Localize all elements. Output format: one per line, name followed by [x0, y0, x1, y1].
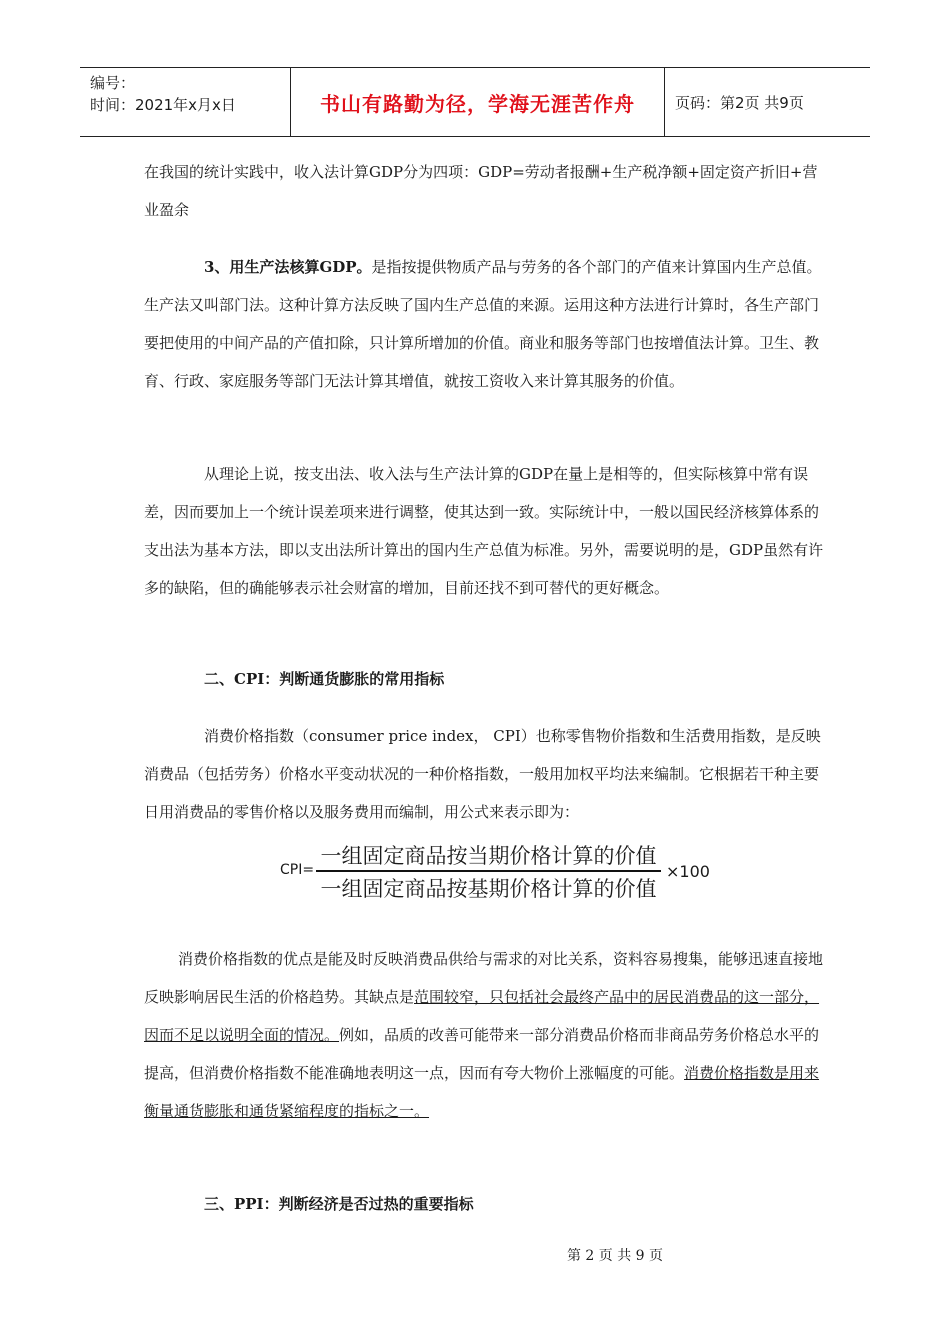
formula-multiplier: ×100: [666, 862, 710, 881]
page-info: 页码：第2页 共9页: [675, 93, 804, 112]
paragraph-cpi-pros-cons: [144, 940, 824, 1130]
date-line: 时间：2021年x月x日: [90, 96, 236, 114]
header-left-cell: [80, 68, 290, 136]
paragraph-income-method: 在我国的统计实践中，收入法计算GDP分为四项：GDP=劳动者报酬+生产税净额+固定资产折旧+营业盈余: [144, 163, 818, 219]
production-method-text: 是指按提供物质产品与劳务的各个部门的产值来计算国内生产总值。生产法又叫部门法。这种计算方法反映了国内生产总值的来源。运用这种方法进行计算时，各生产部门要把使用的中间产品的产值扣除，只计算所增加的价值。商业和服务等部门也按增值法计算。卫生、教育、行政、家庭服务等部门无法计算其增值，就按工资收入来计算其服务的价值。: [144, 258, 822, 390]
header-motto-cell: [290, 68, 665, 136]
underlined-limitation: 范围较窄，只包括社会最终产品中的居民消费品的这一部分，因而不足以说明全面的情况。: [144, 988, 820, 1044]
paragraph-production-method: [144, 248, 824, 400]
page-footer: 第 2 页 共 9 页: [566, 1248, 664, 1264]
formula-lhs: CPI=: [280, 862, 315, 878]
paragraph-theory: 从理论上说，按支出法、收入法与生产法计算的GDP在量上是相等的，但实际核算中常有误差，因而要加上一个统计误差项来进行调整，使其达到一致。实际统计中，一般以国民经济核算体系的支出法为基本方法，即以支出法所计算出的国内生产总值为标准。另外，需要说明的是，GDP虽然有许多的缺陷，但的确能够表示社会财富的增加，目前还找不到可替代的更好概念。: [144, 465, 824, 597]
paragraph-cpi-definition: 消费价格指数（consumer price index， CPI）也称零售物价指数和生活费用指数，是反映消费品（包括劳务）价格水平变动状况的一种价格指数，一般用加权平均法来编制。它根据若干种主要日用消费品的零售价格以及服务费用而编制，用公式来表示即为：: [144, 727, 821, 821]
doc-number-label: 编号：: [90, 74, 136, 92]
pros-cons-text-b: 例如，品质的改善可能带来一部分消费品价格而非商品劳务价格总水平的提高，但消费价格指数不能准确地表明这一点，因而有夸大物价上涨幅度的可能。: [144, 1026, 820, 1082]
motto: 书山有路勤为径，学海无涯苦作舟: [320, 91, 635, 116]
page-header: [80, 67, 870, 137]
formula-numerator: 一组固定商品按当期价格计算的价值: [320, 844, 657, 868]
header-page-cell: [665, 68, 870, 136]
underlined-conclusion: 消费价格指数是用来衡量通货膨胀和通货紧缩程度的指标之一。: [144, 1064, 820, 1120]
fraction-bar: [316, 870, 661, 872]
section-title-cpi: 二、CPI：判断通货膨胀的常用指标: [204, 670, 445, 688]
pros-cons-text-a: 消费价格指数的优点是能及时反映消费品供给与需求的对比关系，资料容易搜集，能够迅速直接地反映影响居民生活的价格趋势。其缺点是: [144, 950, 824, 1006]
section-title-ppi: 三、PPI：判断经济是否过热的重要指标: [204, 1195, 474, 1213]
cpi-formula: [280, 838, 720, 902]
formula-denominator: 一组固定商品按基期价格计算的价值: [320, 877, 657, 901]
production-method-heading: 3、用生产法核算GDP。: [204, 258, 372, 276]
